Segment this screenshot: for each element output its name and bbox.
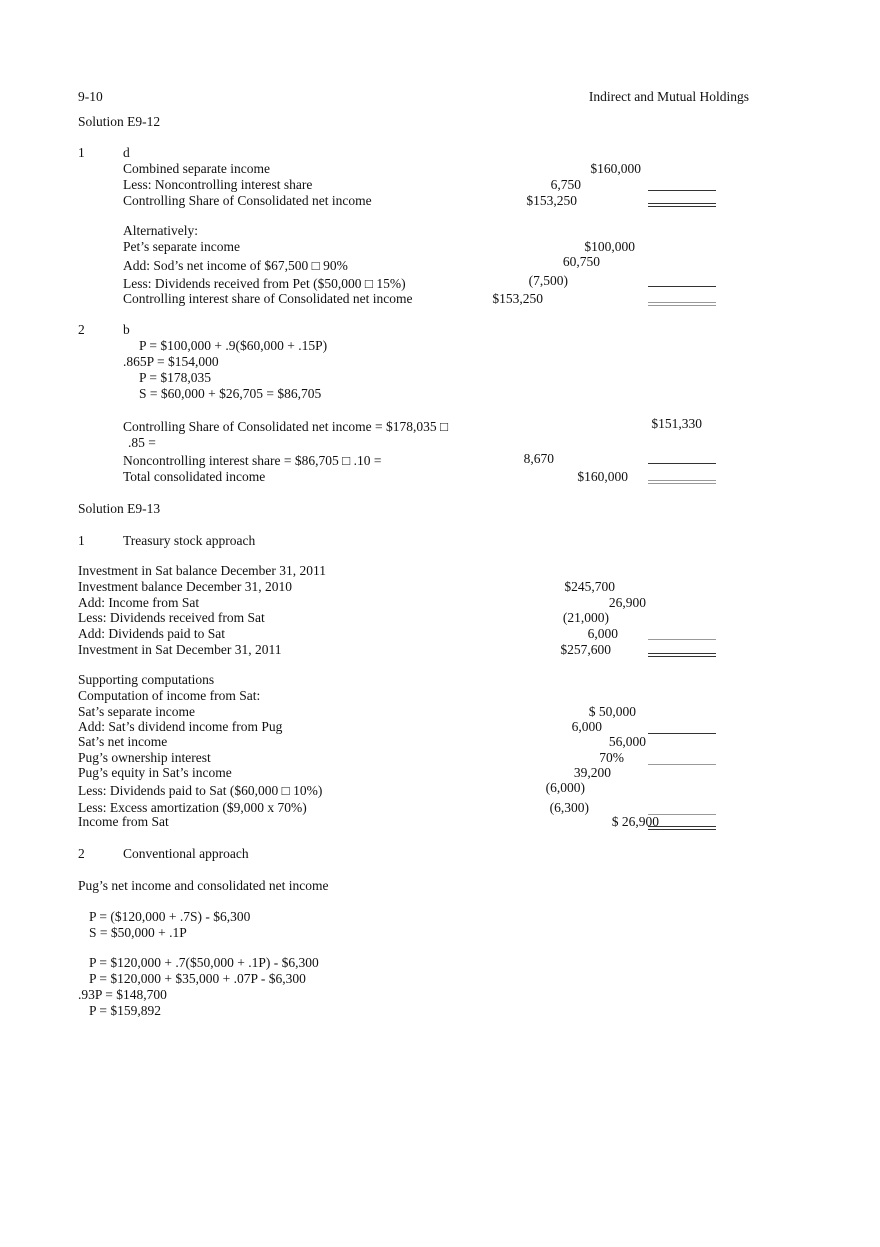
- line-label: Computation of income from Sat:: [78, 688, 261, 703]
- question-number: 1: [78, 533, 85, 548]
- answer-choice: d: [123, 145, 130, 160]
- line-value: (6,300): [549, 800, 589, 815]
- equation: P = $120,000 + $35,000 + .07P - $6,300: [89, 971, 306, 986]
- line-value: $245,700: [564, 579, 615, 594]
- line-label: Controlling Share of Consolidated net income: [123, 193, 372, 208]
- line-label: Investment in Sat December 31, 2011: [78, 642, 282, 657]
- line-label: Less: Dividends paid to Sat ($60,000 □ 10%): [78, 783, 323, 798]
- underline: [648, 463, 716, 464]
- line-value: (6,000): [545, 780, 585, 795]
- line-value: 6,750: [550, 177, 581, 192]
- line-label: Pug’s equity in Sat’s income: [78, 765, 232, 780]
- equation: .93P = $148,700: [78, 987, 167, 1002]
- line-label: Add: Dividends paid to Sat: [78, 626, 225, 641]
- equation: P = $120,000 + .7($50,000 + .1P) - $6,300: [89, 955, 319, 970]
- line-value: 39,200: [573, 765, 611, 780]
- line-label: Controlling interest share of Consolidated net income: [123, 291, 413, 306]
- line-label: .85 =: [128, 435, 156, 450]
- double-underline: [648, 653, 716, 657]
- line-label: Investment in Sat balance December 31, 2011: [78, 563, 327, 578]
- line-label: Alternatively:: [123, 223, 198, 238]
- equation: P = $159,892: [89, 1003, 161, 1018]
- line-value: $153,250: [526, 193, 577, 208]
- line-label: Combined separate income: [123, 161, 270, 176]
- answer-choice: b: [123, 322, 130, 337]
- line-value: (7,500): [528, 273, 568, 288]
- line-label: Add: Sod’s net income of $67,500 □ 90%: [123, 258, 348, 273]
- equation: S = $60,000 + $26,705 = $86,705: [139, 386, 322, 401]
- line-label: Sat’s separate income: [78, 704, 195, 719]
- sub-heading: Treasury stock approach: [123, 533, 256, 548]
- line-value: $153,250: [492, 291, 543, 306]
- underline: [648, 764, 716, 765]
- underline: [648, 733, 716, 734]
- line-label: Pug’s ownership interest: [78, 750, 211, 765]
- equation: S = $50,000 + .1P: [89, 925, 187, 940]
- equation: P = $100,000 + .9($60,000 + .15P): [139, 338, 328, 353]
- sub-heading: Conventional approach: [123, 846, 249, 861]
- line-label: Less: Noncontrolling interest share: [123, 177, 313, 192]
- line-label: Sat’s net income: [78, 734, 168, 749]
- line-value: $151,330: [651, 416, 702, 431]
- line-value: $ 50,000: [588, 704, 636, 719]
- line-value: 8,670: [523, 451, 554, 466]
- underline: [648, 639, 716, 640]
- question-number: 1: [78, 145, 85, 160]
- line-label: Less: Dividends received from Sat: [78, 610, 265, 625]
- underline: [648, 286, 716, 287]
- line-label: Noncontrolling interest share = $86,705 □ .10 =: [123, 453, 382, 468]
- line-label: Investment balance December 31, 2010: [78, 579, 293, 594]
- equation: .865P = $154,000: [123, 354, 219, 369]
- line-value: 56,000: [608, 734, 646, 749]
- chapter-title: Indirect and Mutual Holdings: [588, 89, 749, 104]
- line-label: Controlling Share of Consolidated net income = $178,035 □: [123, 419, 449, 434]
- equation: P = $178,035: [139, 370, 211, 385]
- section-title-e9-13: Solution E9-13: [78, 501, 161, 516]
- line-label: Pug’s net income and consolidated net income: [78, 878, 329, 893]
- line-label: Less: Excess amortization ($9,000 x 70%): [78, 800, 307, 815]
- line-label: Income from Sat: [78, 814, 169, 829]
- line-value: $160,000: [590, 161, 641, 176]
- line-label: Pet’s separate income: [123, 239, 240, 254]
- line-value: 6,000: [571, 719, 602, 734]
- line-label: Total consolidated income: [123, 469, 266, 484]
- line-label: Add: Sat’s dividend income from Pug: [78, 719, 283, 734]
- line-value: $257,600: [560, 642, 611, 657]
- line-label: Less: Dividends received from Pet ($50,000 □ 15%): [123, 276, 406, 291]
- line-value: 26,900: [608, 595, 646, 610]
- equation: P = ($120,000 + .7S) - $6,300: [89, 909, 251, 924]
- double-underline: [648, 480, 716, 484]
- double-underline: [648, 826, 716, 830]
- line-label: Supporting computations: [78, 672, 215, 687]
- double-underline: [648, 203, 716, 207]
- page-number: 9-10: [78, 89, 103, 104]
- line-value: 70%: [599, 750, 624, 765]
- line-value: (21,000): [562, 610, 609, 625]
- line-value: $160,000: [577, 469, 628, 484]
- line-value: $ 26,900: [611, 814, 659, 829]
- underline: [648, 190, 716, 191]
- question-number: 2: [78, 846, 85, 861]
- double-underline: [648, 302, 716, 306]
- line-label: Add: Income from Sat: [78, 595, 200, 610]
- line-value: 60,750: [562, 254, 600, 269]
- question-number: 2: [78, 322, 85, 337]
- line-value: $100,000: [584, 239, 635, 254]
- line-value: 6,000: [587, 626, 618, 641]
- section-title-e9-12: Solution E9-12: [78, 114, 161, 129]
